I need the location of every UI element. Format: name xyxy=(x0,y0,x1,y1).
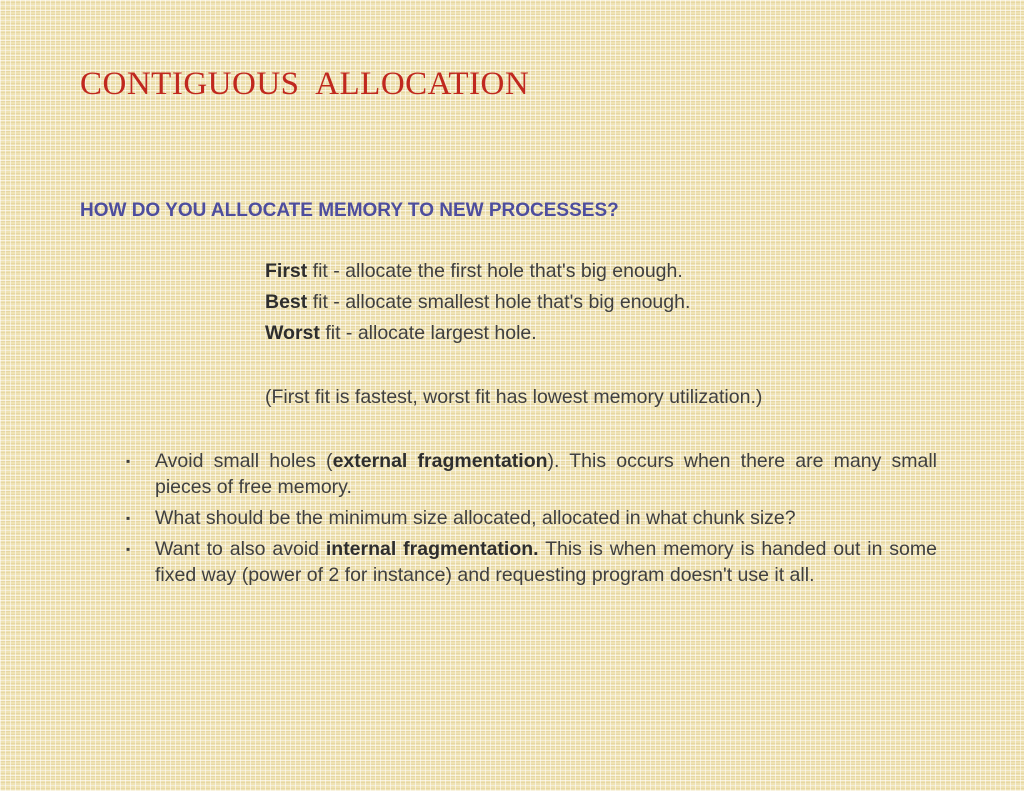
fit-line-worst xyxy=(265,320,690,351)
bullet-text: This is when memory is handed out in some fixed way (power of 2 for instance) and requesting program doesn't use it all. xyxy=(155,538,937,586)
fit-term: First xyxy=(265,260,308,282)
bullet-marker-icon: ▪ xyxy=(126,542,131,556)
bullet-text: What should be the minimum size allocated, allocated in what chunk size? xyxy=(155,507,796,529)
bullet-list xyxy=(126,448,937,593)
bullet-emphasis: internal fragmentation. xyxy=(325,538,539,560)
bullet-emphasis: external fragmentation xyxy=(332,450,548,472)
bullet-marker-icon: ▪ xyxy=(126,511,131,525)
fit-description: fit - allocate the first hole that's big enough. xyxy=(307,260,683,282)
fit-line-best xyxy=(265,289,690,320)
list-item xyxy=(126,505,937,531)
list-item xyxy=(126,536,937,588)
list-item xyxy=(126,448,937,500)
bullet-text: Want to also avoid xyxy=(155,538,326,560)
fit-line-first xyxy=(265,258,690,289)
fit-note: (First fit is fastest, worst fit has lowest memory utilization.) xyxy=(265,386,763,408)
slide-subtitle: HOW DO YOU ALLOCATE MEMORY TO NEW PROCESSES? xyxy=(80,200,619,221)
fit-strategies xyxy=(265,258,690,351)
fit-term: Worst xyxy=(265,322,320,344)
bullet-text: ). This occurs when there are many small pieces of free memory. xyxy=(155,450,937,498)
bullet-text: Avoid small holes ( xyxy=(155,450,333,472)
fit-description: fit - allocate smallest hole that's big enough. xyxy=(307,291,691,313)
fit-term: Best xyxy=(265,291,308,313)
fit-description: fit - allocate largest hole. xyxy=(319,322,537,344)
bullet-marker-icon: ▪ xyxy=(126,454,131,468)
slide-title: CONTIGUOUS ALLOCATION xyxy=(80,66,530,102)
